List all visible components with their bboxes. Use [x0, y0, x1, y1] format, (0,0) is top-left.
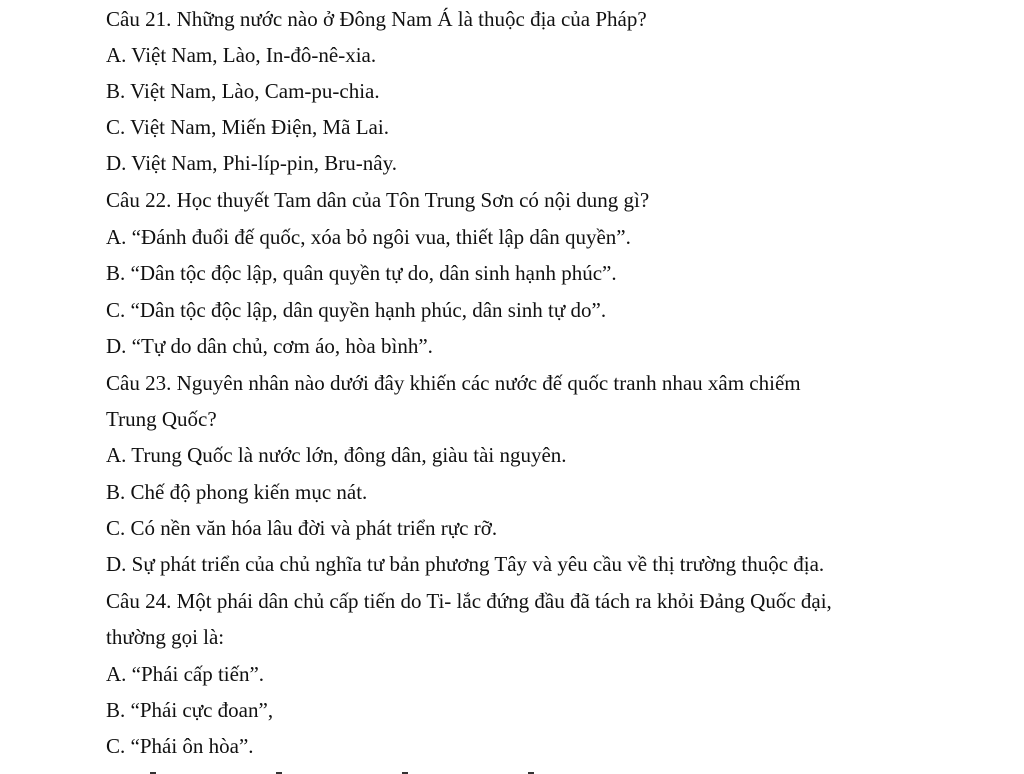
question-21-option-b: B. Việt Nam, Lào, Cam-pu-chia. [106, 79, 380, 103]
question-22-stem: Câu 22. Học thuyết Tam dân của Tôn Trung Sơn có nội dung gì? [106, 188, 650, 212]
question-22-option-c: C. “Dân tộc độc lập, dân quyền hạnh phúc, dân sinh tự do”. [106, 298, 607, 322]
question-23-stem-line1: Câu 23. Nguyên nhân nào dưới đây khiến các nước đế quốc tranh nhau xâm chiếm [106, 371, 801, 395]
question-24-option-a: A. “Phái cấp tiến”. [106, 662, 265, 686]
question-22-option-d: D. “Tự do dân chủ, cơm áo, hòa bình”. [106, 334, 433, 358]
question-23-option-a: A. Trung Quốc là nước lớn, đông dân, giàu tài nguyên. [106, 443, 567, 467]
question-21-option-a: A. Việt Nam, Lào, In-đô-nê-xia. [106, 43, 377, 67]
question-21-stem: Câu 21. Những nước nào ở Đông Nam Á là thuộc địa của Pháp? [106, 7, 647, 31]
question-22-option-b: B. “Dân tộc độc lập, quân quyền tự do, dân sinh hạnh phúc”. [106, 261, 617, 285]
question-24-stem-line2: thường gọi là: [106, 625, 225, 649]
question-21-option-c: C. Việt Nam, Miến Điện, Mã Lai. [106, 115, 389, 139]
question-21-option-d: D. Việt Nam, Phi-líp-pin, Bru-nây. [106, 151, 397, 175]
cut-off-next-line [150, 762, 750, 774]
question-24-option-b: B. “Phái cực đoan”, [106, 698, 274, 722]
question-24-option-c: C. “Phái ôn hòa”. [106, 734, 254, 758]
question-23-option-b: B. Chế độ phong kiến mục nát. [106, 480, 368, 504]
question-22-option-a: A. “Đánh đuổi đế quốc, xóa bỏ ngôi vua, thiết lập dân quyền”. [106, 225, 631, 249]
question-23-stem-line2: Trung Quốc? [106, 407, 217, 431]
question-23-option-c: C. Có nền văn hóa lâu đời và phát triển rực rỡ. [106, 516, 498, 540]
question-24-stem-line1: Câu 24. Một phái dân chủ cấp tiến do Ti- lắc đứng đầu đã tách ra khỏi Đảng Quốc đại, [106, 589, 832, 613]
question-23-option-d: D. Sự phát triển của chủ nghĩa tư bản phương Tây và yêu cầu về thị trường thuộc địa. [106, 552, 825, 576]
